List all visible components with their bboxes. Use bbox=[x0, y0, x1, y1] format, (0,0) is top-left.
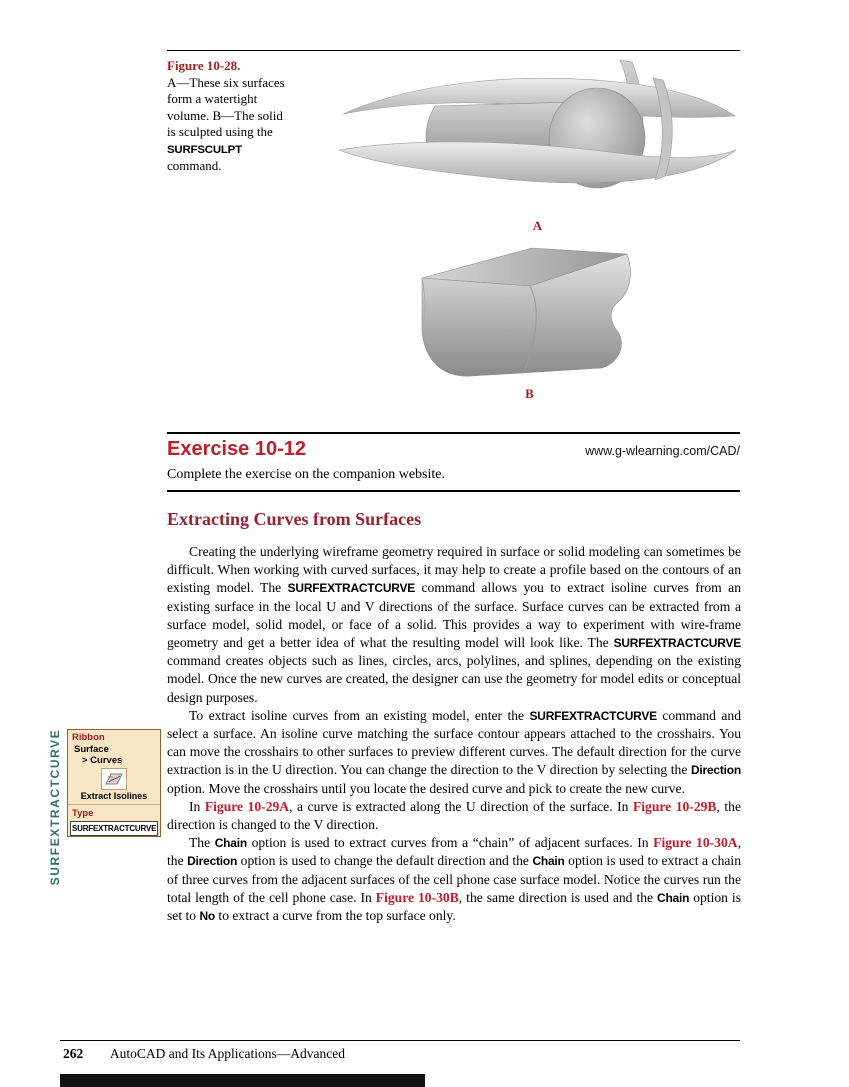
paragraph-1: Creating the underlying wireframe geometry required in surface or solid modeling can sometimes be difficult. When working with curved surfaces, it may help to create a profile based on the contours of an existing model. The SURFEXTRACTCURVE command allows you to extract isoline curves from an existing surface in the local U and V directions of the surface. Surface curves can be extracted from a surface model, solid model, or face of a solid. This provides a way to experiment with wire-frame geometry and get a better idea of what the resulting model will look like. The SURFEXTRACTCURVE command creates objects such as lines, circles, arcs, polylines, and splines, depending on the existing model. Once the new curves are created, the designer can use the geometry for model edits or conceptual design purposes. bbox=[167, 544, 741, 705]
type-panel-header: Type bbox=[68, 804, 160, 820]
figure-label: Figure 10-28. bbox=[167, 58, 241, 73]
exercise-instruction: Complete the exercise on the companion website. bbox=[167, 467, 445, 482]
figure-image-a bbox=[335, 54, 740, 214]
paragraph-4: The Chain option is used to extract curves from a “chain” of adjacent surfaces. In Figure 10-30A, the Direction option is used to change the default direction and the Chain option is used to extract a chain of three curves from the adjacent surfaces of the cell phone case surface model. Notice the curves run the total length of the cell phone case. In Figure 10-30B, the same direction is used and the Chain option is set to No to extract a curve from the top surface only. bbox=[167, 835, 741, 924]
ribbon-tool-name: Extract Isolines bbox=[80, 791, 148, 801]
exercise-title: Exercise 10-12 bbox=[167, 438, 307, 460]
footer-black-bar bbox=[60, 1074, 425, 1087]
figure-caption bbox=[167, 58, 287, 175]
page-number: 262 bbox=[63, 1046, 84, 1061]
ribbon-panel-header: Ribbon bbox=[72, 732, 105, 743]
footer-rule bbox=[60, 1040, 740, 1041]
figure-top-rule bbox=[167, 50, 740, 51]
exercise-top-rule bbox=[167, 432, 740, 434]
figure-sublabel-b: B bbox=[525, 386, 534, 401]
figure-sublabel-a: A bbox=[532, 218, 543, 233]
page-footer bbox=[63, 1046, 345, 1062]
ribbon-menu-path-surface: Surface bbox=[74, 744, 109, 755]
margin-command-name: SURFEXTRACTCURVE bbox=[48, 728, 62, 886]
paragraph-2: To extract isoline curves from an existing model, enter the SURFEXTRACTCURVE command and select a surface. An isoline curve matching the surface contour appears attached to the crosshairs. You can move the crosshairs to other surfaces to preview different curves. The default direction for the curve extraction is in the U direction. You can change the direction to the V direction by selecting the Direction option. Move the crosshairs until you locate the desired curve and pick to create the new curve. bbox=[167, 707, 741, 796]
type-command-name: SURFEXTRACTCURVE bbox=[70, 821, 158, 836]
book-title: AutoCAD and Its Applications—Advanced bbox=[109, 1046, 345, 1061]
section-heading: Extracting Curves from Surfaces bbox=[167, 509, 422, 529]
figure-caption-text: A—These six surfaces form a watertight volume. B—The solid is sculpted using the SURFSCULPT command. bbox=[167, 74, 285, 173]
body-text bbox=[167, 543, 741, 925]
ribbon-access-panel bbox=[67, 729, 161, 837]
exercise-url[interactable]: www.g-wlearning.com/CAD/ bbox=[585, 444, 740, 458]
paragraph-3: In Figure 10-29A, a curve is extracted along the U direction of the surface. In Figure 10-29B, the direction is changed to the V direction. bbox=[167, 798, 741, 833]
extract-isolines-icon bbox=[101, 768, 127, 790]
surface-model-illustration bbox=[335, 54, 740, 214]
exercise-bottom-rule bbox=[167, 490, 740, 492]
solid-model-illustration bbox=[412, 240, 647, 385]
exercise-header bbox=[167, 438, 740, 461]
figure-image-b bbox=[412, 240, 647, 385]
ribbon-menu-path-curves: > Curves bbox=[82, 755, 123, 766]
